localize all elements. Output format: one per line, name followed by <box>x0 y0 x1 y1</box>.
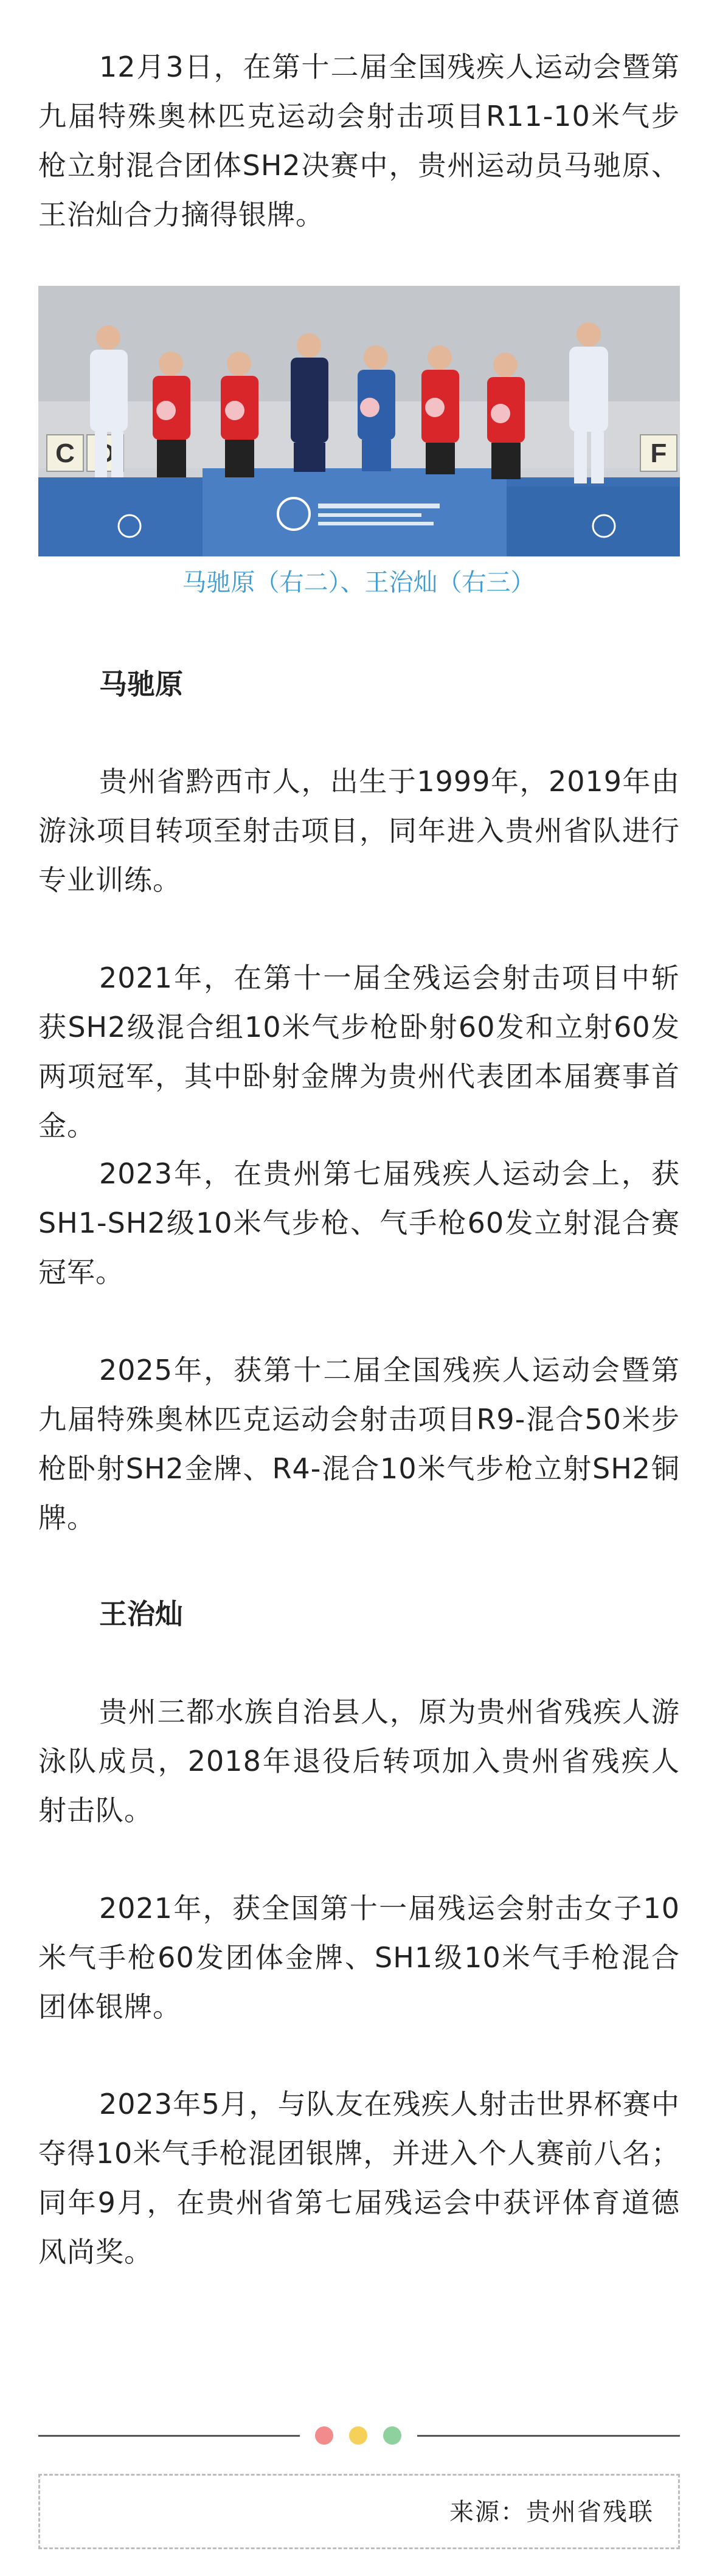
footer-dot-yellow <box>349 2426 367 2445</box>
intro-paragraph: 12月3日，在第十二届全国残疾人运动会暨第九届特殊奥林匹克运动会射击项目R11-10米气步枪立射混合团体SH2决赛中，贵州运动员马驰原、王治灿合力摘得银牌。 <box>38 50 680 231</box>
section-heading-wang-zhican: 王治灿 <box>99 1598 183 1630</box>
photo-caption: 马驰原（右二）、王治灿（右三） <box>182 569 535 597</box>
scoreboard-letter-c: C <box>55 438 75 468</box>
section-heading-ma-chiyuan: 马驰原 <box>99 668 183 701</box>
footer-divider-right <box>417 2435 680 2437</box>
footer-divider-left <box>38 2435 300 2437</box>
footer-dot-red <box>315 2426 333 2445</box>
ma-chiyuan-paragraph-1: 贵州省黔西市人，出生于1999年，2019年由游泳项目转项至射击项目，同年进入贵州省队进行专业训练。 <box>38 765 680 896</box>
wang-zhican-paragraph-1: 贵州三都水族自治县人，原为贵州省残疾人游泳队成员，2018年退役后转项加入贵州省残疾人射击队。 <box>38 1695 680 1827</box>
source-box <box>38 2474 680 2549</box>
wang-zhican-paragraph-2: 2021年，获全国第十一届残运会射击女子10米气手枪60发团体金牌、SH1级10米气手枪混合团体银牌。 <box>38 1892 680 2023</box>
photo-illustration <box>38 286 680 556</box>
footer-dot-green <box>383 2426 401 2445</box>
source-text: 来源：贵州省残联 <box>449 2498 654 2526</box>
wang-zhican-paragraph-3: 2023年5月，与队友在残疾人射击世界杯赛中夺得10米气手枪混团银牌，并进入个人赛前八名；同年9月，在贵州省第七届残运会中获评体育道德风尚奖。 <box>38 2088 680 2268</box>
medal-ceremony-photo[interactable] <box>38 286 680 556</box>
ma-chiyuan-paragraph-2: 2021年，在第十一届全残运会射击项目中斩获SH2级混合组10米气步枪卧射60发和立射60发两项冠军，其中卧射金牌为贵州代表团本届赛事首金。 <box>38 961 680 1142</box>
ma-chiyuan-paragraph-4: 2025年，获第十二届全国残疾人运动会暨第九届特殊奥林匹克运动会射击项目R9-混合50米步枪卧射SH2金牌、R4-混合10米气步枪立射SH2铜牌。 <box>38 1354 680 1534</box>
ma-chiyuan-paragraph-3: 2023年，在贵州第七届残疾人运动会上，获SH1-SH2级10米气步枪、气手枪60发立射混合赛冠军。 <box>38 1157 680 1289</box>
scoreboard-letter-f: F <box>650 438 667 468</box>
